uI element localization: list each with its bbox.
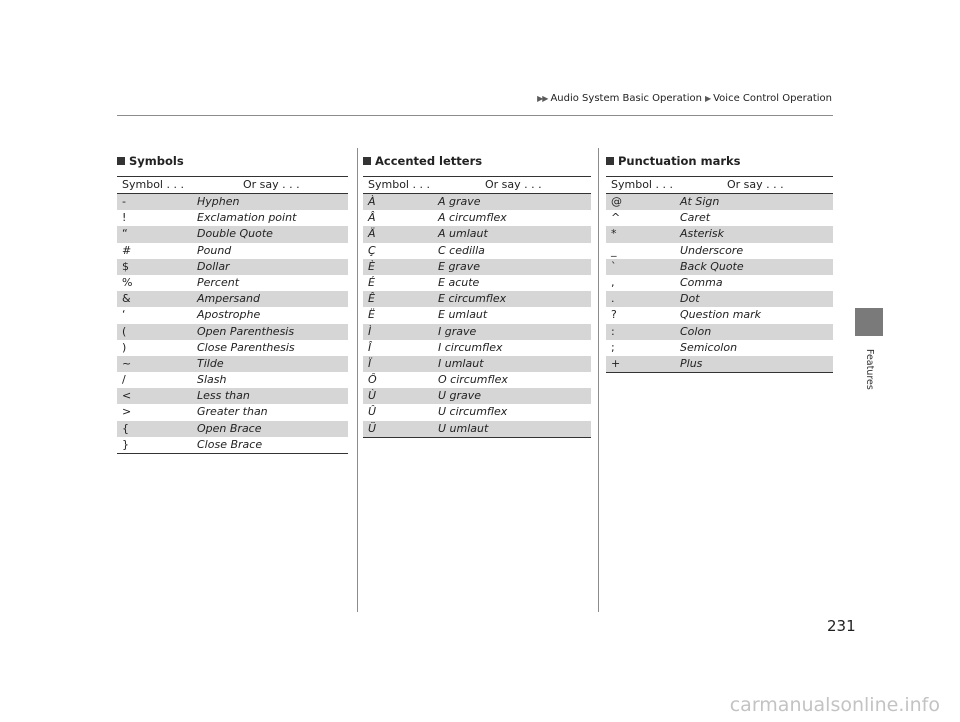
symbol-cell: “ [122, 227, 128, 241]
symbol-cell: Ç [368, 243, 376, 257]
symbol-cell: Ë [368, 308, 375, 322]
say-cell: A umlaut [438, 227, 488, 241]
table-row [606, 226, 833, 242]
column-header-say: Or say . . . [243, 178, 300, 191]
symbol-cell: ` [611, 259, 617, 273]
table-row [606, 259, 833, 275]
symbol-cell: < [122, 389, 132, 403]
column-divider [598, 148, 599, 612]
say-cell: Double Quote [197, 227, 273, 241]
say-cell: Plus [680, 356, 703, 370]
symbol-cell: Ê [368, 292, 375, 306]
table-row [117, 404, 348, 420]
symbol-cell: Ü [368, 421, 377, 435]
say-cell: E umlaut [438, 308, 488, 322]
say-cell: U umlaut [438, 421, 489, 435]
breadcrumb-item-2[interactable]: Voice Control Operation [713, 93, 832, 104]
table-row [117, 194, 348, 210]
symbol-cell: : [611, 324, 615, 338]
symbol-cell: Ï [368, 356, 372, 370]
column-header-symbol: Symbol . . . [122, 178, 184, 191]
say-cell: Dollar [197, 259, 230, 273]
table-row [117, 437, 348, 453]
symbol-cell: $ [122, 259, 129, 273]
say-cell: Close Parenthesis [197, 340, 295, 354]
say-cell: Ampersand [197, 292, 260, 306]
table-row [606, 210, 833, 226]
table-row [117, 226, 348, 242]
say-cell: Question mark [680, 308, 762, 322]
say-cell: Slash [197, 373, 227, 387]
table-header [606, 177, 833, 194]
square-bullet-icon [363, 157, 371, 165]
symbol-cell: Ä [368, 227, 376, 241]
say-cell: Apostrophe [197, 308, 261, 322]
symbol-cell: É [368, 275, 375, 289]
punctuation-marks-section [606, 153, 833, 373]
say-cell: U circumflex [438, 405, 508, 419]
say-cell: U grave [438, 389, 482, 403]
symbol-cell: À [368, 195, 376, 208]
say-cell: C cedilla [438, 243, 485, 257]
say-cell: E grave [438, 259, 480, 273]
say-cell: Semicolon [680, 340, 738, 354]
say-cell: Asterisk [680, 227, 725, 241]
say-cell: O circumflex [438, 373, 508, 387]
watermark: carmanualsonline.info [729, 694, 940, 716]
say-cell: E circumflex [438, 292, 507, 306]
side-tab-label: Features [864, 349, 875, 390]
say-cell: Caret [680, 211, 711, 225]
symbol-cell: ( [122, 324, 127, 338]
table-row [117, 356, 348, 372]
symbol-cell: È [368, 259, 375, 273]
symbol-cell: @ [611, 195, 622, 208]
symbol-cell: . [611, 292, 615, 306]
symbol-cell: _ [611, 243, 617, 257]
double-arrow-icon: ▶▶ [537, 94, 548, 103]
table-row [363, 291, 591, 307]
table-row [363, 372, 591, 388]
column-header-say: Or say . . . [485, 178, 542, 191]
say-cell: Open Parenthesis [197, 324, 295, 338]
column-divider [357, 148, 358, 612]
symbol-cell: & [122, 292, 131, 306]
say-cell: Colon [680, 324, 712, 338]
table-row [606, 291, 833, 307]
symbol-cell: Ô [368, 373, 377, 387]
table-row [606, 356, 833, 372]
table-body [363, 194, 591, 437]
table-row [117, 291, 348, 307]
table-row [363, 194, 591, 210]
table-row [363, 356, 591, 372]
table-row [606, 275, 833, 291]
symbol-cell: ^ [611, 211, 621, 225]
table-row [363, 421, 591, 437]
symbol-cell: ? [611, 308, 617, 322]
table-row [117, 388, 348, 404]
table-row [117, 324, 348, 340]
table-row [606, 324, 833, 340]
column-header-say: Or say . . . [727, 178, 784, 191]
column-header-symbol: Symbol . . . [368, 178, 430, 191]
table-row [363, 340, 591, 356]
column-header-symbol: Symbol . . . [611, 178, 673, 191]
square-bullet-icon [606, 157, 614, 165]
say-cell: A grave [438, 195, 481, 208]
say-cell: Hyphen [197, 195, 240, 208]
say-cell: Dot [680, 292, 700, 306]
symbol-cell: ‘ [122, 308, 126, 322]
table-row [117, 243, 348, 259]
table-row [363, 388, 591, 404]
breadcrumb-item-1[interactable]: Audio System Basic Operation [550, 93, 702, 104]
table-row [117, 275, 348, 291]
say-cell: Underscore [680, 243, 744, 257]
say-cell: I grave [438, 324, 477, 338]
symbol-cell: ; [611, 340, 615, 354]
table-body [606, 194, 833, 372]
header-divider [117, 115, 833, 116]
accented-letters-table [363, 176, 591, 438]
section-title: Punctuation marks [606, 153, 833, 169]
section-title: Accented letters [363, 153, 591, 169]
say-cell: Pound [197, 243, 232, 257]
say-cell: Exclamation point [197, 211, 297, 225]
symbol-cell: Î [368, 340, 372, 354]
table-row [363, 259, 591, 275]
symbol-cell: * [611, 227, 617, 241]
symbol-cell: Â [368, 211, 376, 225]
table-row [117, 372, 348, 388]
say-cell: A circumflex [438, 211, 507, 225]
say-cell: Less than [197, 389, 250, 403]
table-header [363, 177, 591, 194]
say-cell: Open Brace [197, 421, 262, 435]
table-row [363, 307, 591, 323]
table-row [606, 243, 833, 259]
section-title: Symbols [117, 153, 348, 169]
table-row [606, 307, 833, 323]
say-cell: At Sign [680, 195, 720, 208]
say-cell: Back Quote [680, 259, 744, 273]
say-cell: Percent [197, 275, 240, 289]
symbol-cell: ) [122, 340, 127, 354]
square-bullet-icon [117, 157, 125, 165]
symbol-cell: + [611, 356, 621, 370]
symbols-section [117, 153, 348, 454]
table-row [363, 210, 591, 226]
symbol-cell: { [122, 421, 129, 435]
symbol-cell: / [122, 373, 126, 387]
symbol-cell: - [122, 195, 126, 208]
symbol-cell: % [122, 275, 133, 289]
table-row [117, 307, 348, 323]
say-cell: I umlaut [438, 356, 484, 370]
symbol-cell: Û [368, 405, 377, 419]
symbol-cell: , [611, 275, 615, 289]
table-header [117, 177, 348, 194]
accented-letters-section [363, 153, 591, 438]
table-row [363, 324, 591, 340]
symbol-cell: # [122, 243, 132, 257]
say-cell: I circumflex [438, 340, 503, 354]
table-row [363, 275, 591, 291]
say-cell: Greater than [197, 405, 268, 419]
symbols-table [117, 176, 348, 454]
table-row [363, 243, 591, 259]
say-cell: Comma [680, 275, 723, 289]
say-cell: Close Brace [197, 437, 263, 451]
table-row [363, 404, 591, 420]
side-tab[interactable] [855, 308, 883, 336]
say-cell: E acute [438, 275, 480, 289]
table-row [606, 194, 833, 210]
symbol-cell: } [122, 437, 129, 451]
symbol-cell: > [122, 405, 132, 419]
table-row [117, 259, 348, 275]
breadcrumb [537, 93, 832, 104]
symbol-cell: ~ [122, 356, 132, 370]
table-row [606, 340, 833, 356]
arrow-icon: ▶ [704, 94, 712, 103]
say-cell: Tilde [197, 356, 224, 370]
punctuation-marks-table [606, 176, 833, 373]
symbol-cell: Ì [368, 324, 372, 338]
table-body [117, 194, 348, 453]
table-row [117, 210, 348, 226]
symbol-cell: ! [122, 211, 127, 225]
symbol-cell: Ù [368, 389, 377, 403]
table-row [117, 340, 348, 356]
page-number: 231 [827, 617, 856, 635]
table-row [363, 226, 591, 242]
table-row [117, 421, 348, 437]
